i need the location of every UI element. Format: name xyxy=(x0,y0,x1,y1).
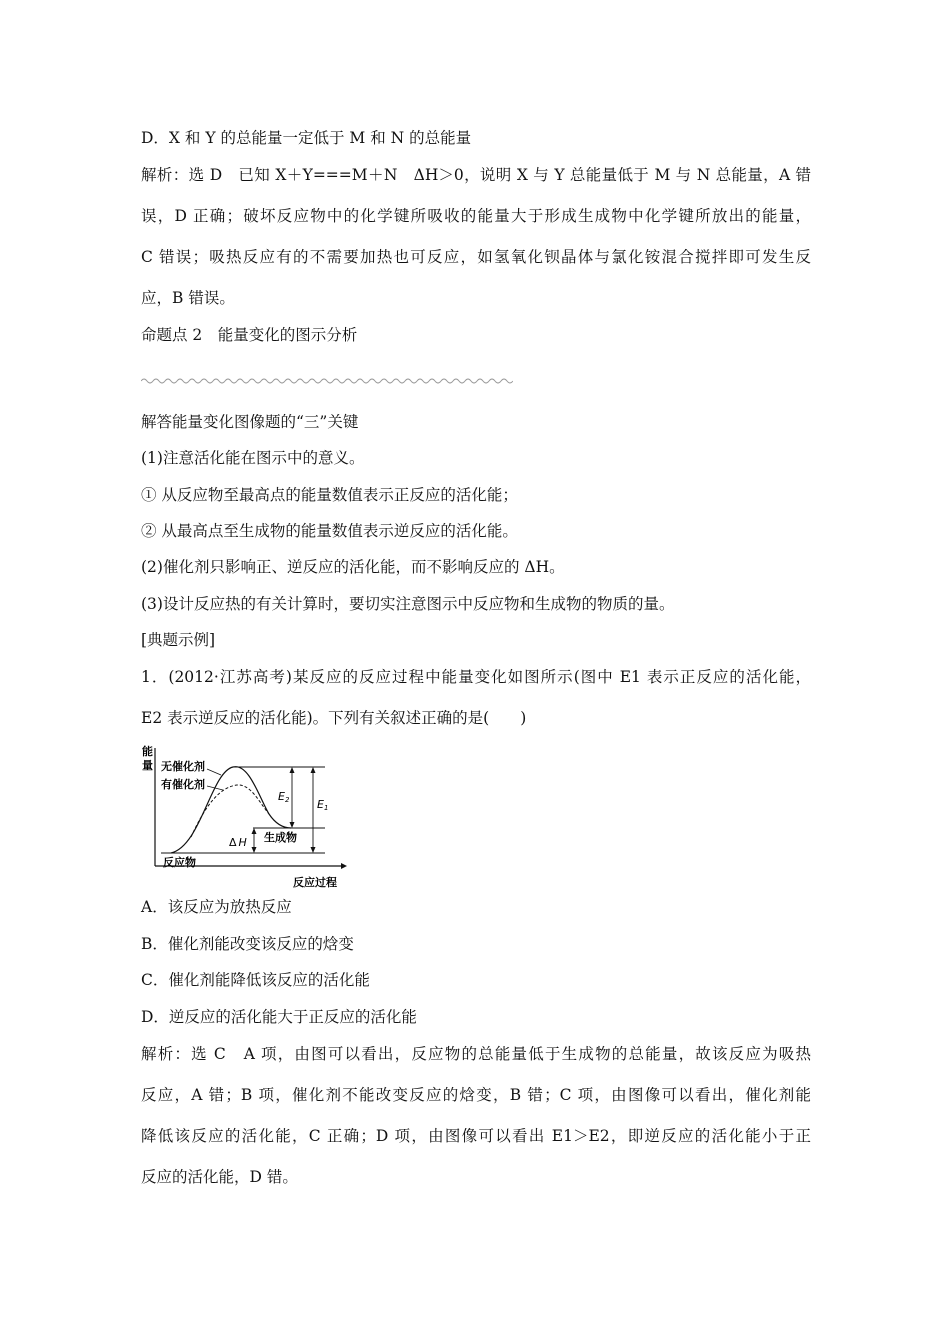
wavy-divider xyxy=(141,376,513,384)
point-1-b: ② 从最高点至生成物的能量数值表示逆反应的活化能。 xyxy=(141,522,518,540)
key-points-title: 解答能量变化图像题的“三”关键 xyxy=(141,413,359,431)
analysis-line-2: 误，D 正确；破坏反应物中的化学键所吸收的能量大于形成生成物中化学键所放出的能量， xyxy=(141,207,811,225)
answer-line-1: 解析：选 C A 项，由图可以看出，反应物的总能量低于生成物的总能量，故该反应为吸热 xyxy=(141,1045,811,1063)
analysis-line-1: 解析：选 D 已知 X＋Y===M＋N ΔH＞0，说明 X 与 Y 总能量低于 M 与 N 总能量，A 错 xyxy=(141,166,811,184)
analysis-line-4: 应，B 错误。 xyxy=(141,289,235,307)
point-2: (2)催化剂只影响正、逆反应的活化能，而不影响反应的 ΔH。 xyxy=(141,558,565,576)
option-b: B．催化剂能改变该反应的焓变 xyxy=(141,935,354,953)
catalyzed-curve xyxy=(191,785,269,837)
option-d-prev: D．X 和 Y 的总能量一定低于 M 和 N 的总能量 xyxy=(141,129,472,147)
x-axis-label: 反应过程 xyxy=(293,876,337,889)
example-heading: [典题示例] xyxy=(141,631,216,649)
answer-line-3: 降低该反应的活化能，C 正确；D 项，由图像可以看出 E1＞E2，即逆反应的活化能小于正 xyxy=(141,1127,811,1145)
question-line-2: E2 表示逆反应的活化能)。下列有关叙述正确的是( ) xyxy=(141,709,527,727)
answer-line-4: 反应的活化能，D 错。 xyxy=(141,1168,298,1186)
e2-label: E2 xyxy=(278,790,290,804)
option-c: C．催化剂能降低该反应的活化能 xyxy=(141,971,370,989)
point-3: (3)设计反应热的有关计算时，要切实注意图示中反应物和生成物的物质的量。 xyxy=(141,595,675,613)
y-axis-label-1: 能 xyxy=(142,745,153,758)
dh-label: Δ H xyxy=(229,836,247,849)
energy-diagram xyxy=(141,742,351,890)
answer-line-2: 反应，A 错；B 项，催化剂不能改变反应的焓变，B 错；C 项，由图像可以看出，催化剂能 xyxy=(141,1086,811,1104)
question-line-1: 1．(2012·江苏高考)某反应的反应过程中能量变化如图所示(图中 E1 表示正反应的活化能， xyxy=(141,668,811,686)
analysis-line-3: C 错误；吸热反应有的不需要加热也可反应，如氢氧化钡晶体与氯化铵混合搅拌即可发生反 xyxy=(141,248,811,266)
with-catalyst-label: 有催化剂 xyxy=(161,778,205,791)
e1-label: E1 xyxy=(317,798,329,812)
reactant-label: 反应物 xyxy=(163,856,196,869)
point-1: (1)注意活化能在图示中的意义。 xyxy=(141,449,365,467)
y-axis-label-2: 量 xyxy=(142,759,153,772)
no-catalyst-label: 无催化剂 xyxy=(161,760,205,773)
point-1-a: ① 从反应物至最高点的能量数值表示正反应的活化能； xyxy=(141,486,518,504)
product-label: 生成物 xyxy=(264,831,297,844)
section-heading: 命题点 2 能量变化的图示分析 xyxy=(141,326,358,344)
option-a: A．该反应为放热反应 xyxy=(141,898,292,916)
option-d: D．逆反应的活化能大于正反应的活化能 xyxy=(141,1008,417,1026)
